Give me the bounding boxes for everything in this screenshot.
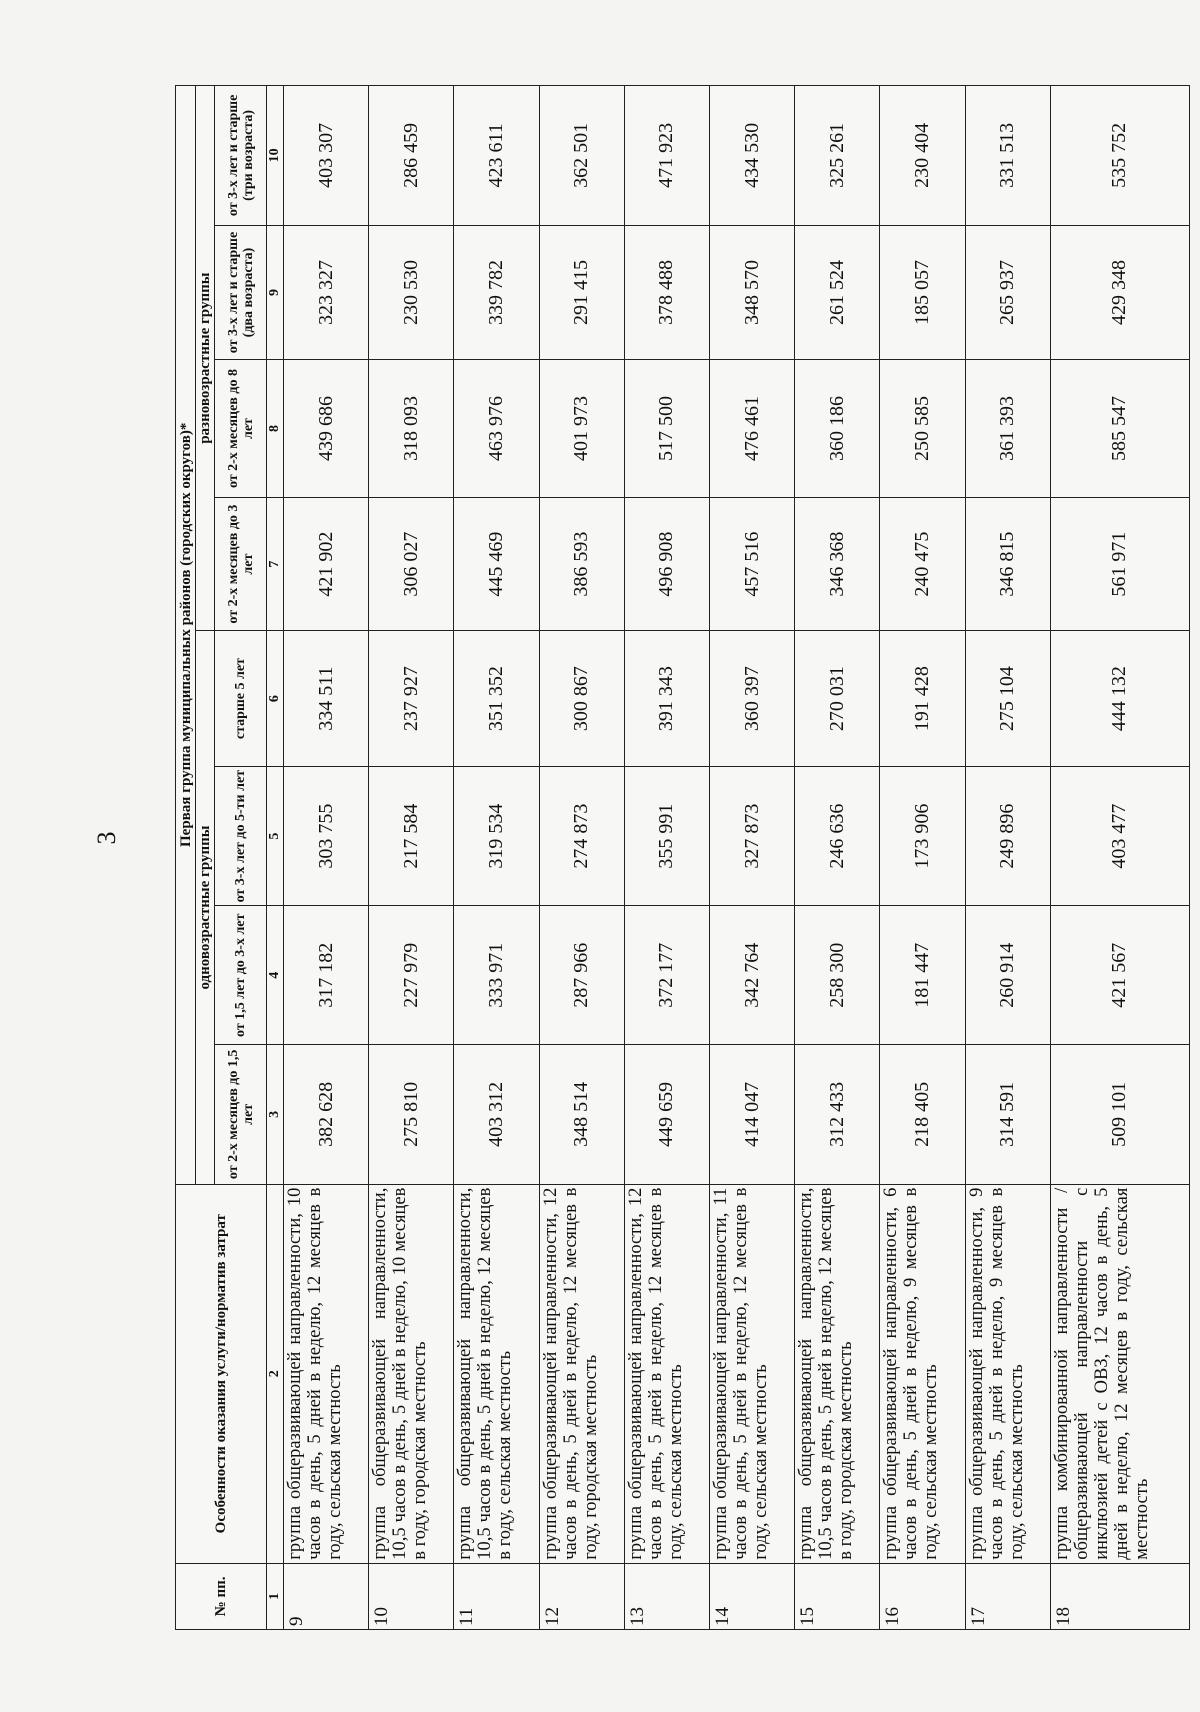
cost-value: 342 764 <box>709 906 794 1045</box>
row-number: 9 <box>284 1563 369 1629</box>
cost-value: 218 405 <box>880 1045 965 1185</box>
cost-value: 401 973 <box>539 360 624 498</box>
cost-value: 471 923 <box>624 86 709 226</box>
row-number: 15 <box>795 1563 880 1629</box>
table-row <box>624 86 709 1630</box>
cost-value: 386 593 <box>539 497 624 631</box>
cost-value: 325 261 <box>795 86 880 226</box>
column-number: 6 <box>267 631 284 767</box>
column-number: 8 <box>267 360 284 498</box>
cost-value: 323 327 <box>284 225 369 360</box>
cost-value: 429 348 <box>1050 225 1189 360</box>
cost-value: 403 477 <box>1050 766 1189 906</box>
column-number: 7 <box>267 497 284 631</box>
column-number: 4 <box>267 906 284 1045</box>
column-number: 5 <box>267 766 284 906</box>
cost-value: 314 591 <box>965 1045 1050 1185</box>
cost-value: 260 914 <box>965 906 1050 1045</box>
header-age-col: от 3-х лет до 5-ти лет <box>215 766 267 906</box>
cost-value: 346 815 <box>965 497 1050 631</box>
table-row <box>454 86 539 1630</box>
column-number: 3 <box>267 1045 284 1185</box>
cost-value: 306 027 <box>369 497 454 631</box>
table-row <box>709 86 794 1630</box>
column-number-row <box>267 86 284 1630</box>
column-number: 10 <box>267 86 284 226</box>
cost-value: 270 031 <box>795 631 880 767</box>
cost-value: 318 093 <box>369 360 454 498</box>
cost-value: 355 991 <box>624 766 709 906</box>
cost-value: 191 428 <box>880 631 965 767</box>
header-description: Особенности оказания услуги/норматив затрат <box>176 1184 267 1563</box>
column-number: 9 <box>267 225 284 360</box>
table-row <box>539 86 624 1630</box>
cost-value: 403 312 <box>454 1045 539 1185</box>
row-number: 13 <box>624 1563 709 1629</box>
cost-value: 362 501 <box>539 86 624 226</box>
cost-value: 382 628 <box>284 1045 369 1185</box>
table-row <box>965 86 1050 1630</box>
cost-value: 339 782 <box>454 225 539 360</box>
header-num: № пп. <box>176 1563 267 1629</box>
cost-value: 351 352 <box>454 631 539 767</box>
cost-value: 274 873 <box>539 766 624 906</box>
table-row <box>1050 86 1189 1630</box>
header-mixed-age: разновозрастные группы <box>196 86 215 631</box>
cost-value: 230 404 <box>880 86 965 226</box>
cost-value: 378 488 <box>624 225 709 360</box>
cost-value: 181 447 <box>880 906 965 1045</box>
cost-value: 303 755 <box>284 766 369 906</box>
cost-value: 346 368 <box>795 497 880 631</box>
table-row <box>795 86 880 1630</box>
row-description: группа общеразвивающей направленности, 9 часов в день, 5 дней в неделю, 9 месяцев в году, сельская местность <box>965 1184 1050 1563</box>
cost-value: 185 057 <box>880 225 965 360</box>
cost-value: 360 186 <box>795 360 880 498</box>
cost-value: 535 752 <box>1050 86 1189 226</box>
row-description: группа общеразвивающей направленности, 12 часов в день, 5 дней в неделю, 12 месяцев в году, городская местность <box>539 1184 624 1563</box>
row-number: 14 <box>709 1563 794 1629</box>
cost-value: 287 966 <box>539 906 624 1045</box>
cost-norms-table <box>175 85 1190 1630</box>
header-age-col: от 3-х лет и старше (два возраста) <box>215 225 267 360</box>
cost-value: 476 461 <box>709 360 794 498</box>
cost-value: 496 908 <box>624 497 709 631</box>
cost-value: 327 873 <box>709 766 794 906</box>
header-single-age: одновозрастные группы <box>196 631 215 1184</box>
cost-value: 457 516 <box>709 497 794 631</box>
cost-value: 509 101 <box>1050 1045 1189 1185</box>
row-description: группа общеразвивающей направленности, 10,5 часов в день, 5 дней в неделю, 12 месяцев в году, городская местность <box>795 1184 880 1563</box>
cost-value: 173 906 <box>880 766 965 906</box>
cost-value: 331 513 <box>965 86 1050 226</box>
cost-value: 217 584 <box>369 766 454 906</box>
table-row <box>284 86 369 1630</box>
cost-value: 237 927 <box>369 631 454 767</box>
cost-value: 348 570 <box>709 225 794 360</box>
row-description: группа комбинированной направленности / общеразвивающей направленности с инклюзией детей с ОВЗ, 12 часов в день, 5 дней в неделю, 12 месяцев в году, сельская местность <box>1050 1184 1189 1563</box>
column-number: 2 <box>267 1184 284 1563</box>
row-number: 10 <box>369 1563 454 1629</box>
row-description: группа общеразвивающей направленности, 11 часов в день, 5 дней в неделю, 12 месяцев в году, сельская местность <box>709 1184 794 1563</box>
cost-value: 246 636 <box>795 766 880 906</box>
row-number: 16 <box>880 1563 965 1629</box>
page-number: 3 <box>92 831 121 845</box>
cost-value: 348 514 <box>539 1045 624 1185</box>
cost-value: 286 459 <box>369 86 454 226</box>
header-group-title: Первая группа муниципальных районов (городских округов)* <box>176 86 196 1185</box>
cost-value: 391 343 <box>624 631 709 767</box>
header-age-col: старше 5 лет <box>215 631 267 767</box>
cost-value: 300 867 <box>539 631 624 767</box>
cost-value: 449 659 <box>624 1045 709 1185</box>
cost-value: 444 132 <box>1050 631 1189 767</box>
cost-value: 517 500 <box>624 360 709 498</box>
cost-value: 421 567 <box>1050 906 1189 1045</box>
cost-value: 414 047 <box>709 1045 794 1185</box>
cost-value: 275 104 <box>965 631 1050 767</box>
cost-value: 227 979 <box>369 906 454 1045</box>
row-description: группа общеразвивающей направленности, 12 часов в день, 5 дней в неделю, 12 месяцев в году, сельская местность <box>624 1184 709 1563</box>
cost-value: 265 937 <box>965 225 1050 360</box>
cost-value: 585 547 <box>1050 360 1189 498</box>
cost-value: 561 971 <box>1050 497 1189 631</box>
cost-value: 360 397 <box>709 631 794 767</box>
cost-value: 372 177 <box>624 906 709 1045</box>
cost-value: 275 810 <box>369 1045 454 1185</box>
rotated-table-wrapper <box>175 85 1190 1630</box>
cost-value: 403 307 <box>284 86 369 226</box>
cost-value: 434 530 <box>709 86 794 226</box>
cost-value: 361 393 <box>965 360 1050 498</box>
cost-value: 423 611 <box>454 86 539 226</box>
cost-value: 445 469 <box>454 497 539 631</box>
header-age-col: от 2-х месяцев до 1,5 лет <box>215 1045 267 1185</box>
cost-value: 261 524 <box>795 225 880 360</box>
cost-value: 250 585 <box>880 360 965 498</box>
header-age-col: от 2-х месяцев до 8 лет <box>215 360 267 498</box>
header-age-col: от 2-х месяцев до 3 лет <box>215 497 267 631</box>
row-description: группа общеразвивающей направленности, 10,5 часов в день, 5 дней в неделю, 12 месяцев в году, сельская местность <box>454 1184 539 1563</box>
cost-value: 463 976 <box>454 360 539 498</box>
row-description: группа общеразвивающей направленности, 10,5 часов в день, 5 дней в неделю, 10 месяцев в году, городская местность <box>369 1184 454 1563</box>
row-number: 17 <box>965 1563 1050 1629</box>
cost-value: 439 686 <box>284 360 369 498</box>
column-number: 1 <box>267 1563 284 1629</box>
row-number: 11 <box>454 1563 539 1629</box>
cost-value: 333 971 <box>454 906 539 1045</box>
cost-value: 319 534 <box>454 766 539 906</box>
table-row <box>369 86 454 1630</box>
cost-value: 291 415 <box>539 225 624 360</box>
row-description: группа общеразвивающей направленности, 6 часов в день, 5 дней в неделю, 9 месяцев в году, сельская местность <box>880 1184 965 1563</box>
cost-value: 249 896 <box>965 766 1050 906</box>
header-age-col: от 3-х лет и старше (три возраста) <box>215 86 267 226</box>
cost-value: 334 511 <box>284 631 369 767</box>
table-row <box>880 86 965 1630</box>
row-number: 18 <box>1050 1563 1189 1629</box>
row-number: 12 <box>539 1563 624 1629</box>
cost-value: 258 300 <box>795 906 880 1045</box>
cost-value: 317 182 <box>284 906 369 1045</box>
header-age-col: от 1,5 лет до 3-х лет <box>215 906 267 1045</box>
cost-value: 421 902 <box>284 497 369 631</box>
cost-value: 230 530 <box>369 225 454 360</box>
row-description: группа общеразвивающей направленности, 10 часов в день, 5 дней в неделю, 12 месяцев в году, сельская местность <box>284 1184 369 1563</box>
cost-value: 240 475 <box>880 497 965 631</box>
cost-value: 312 433 <box>795 1045 880 1185</box>
